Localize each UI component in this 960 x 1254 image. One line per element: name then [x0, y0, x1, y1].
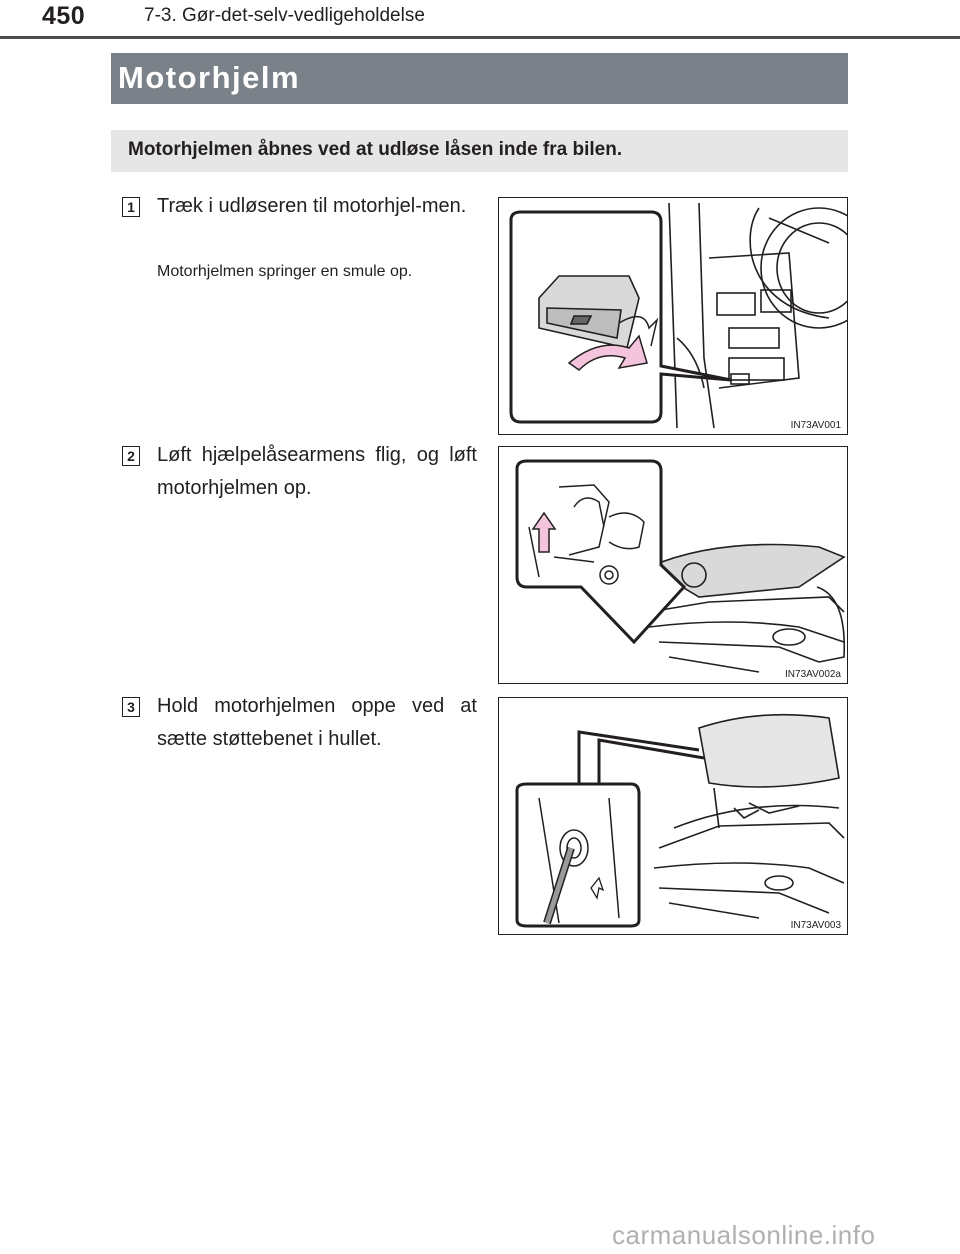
step-number-1: 1: [122, 197, 140, 217]
step-3-text: Hold motorhjelmen oppe ved at sætte støttebenet i hullet.: [157, 695, 477, 750]
figure-hood-release: [498, 197, 848, 435]
figure-hood-prop: [498, 697, 848, 935]
step-2-text: Løft hjælpelåsearmens flig, og løft motorhjelmen op.: [157, 444, 477, 499]
figure-code-2: IN73AV002a: [785, 669, 841, 680]
step-number-3: 3: [122, 697, 140, 717]
step-number-2: 2: [122, 446, 140, 466]
hood-lever-illustration: [499, 447, 848, 684]
section-header: 7-3. Gør-det-selv-vedligeholdelse: [144, 5, 425, 26]
page-title: Motorhjelm: [118, 60, 301, 95]
hood-release-illustration: [499, 198, 848, 435]
hood-prop-illustration: [499, 698, 848, 935]
page-number: 450: [42, 2, 86, 30]
figure-code-1: IN73AV001: [790, 420, 841, 431]
intro-text: Motorhjelmen åbnes ved at udløse låsen inde fra bilen.: [128, 139, 623, 160]
step-1-text: Træk i udløseren til motorhjel-men.: [157, 195, 467, 217]
figure-hood-lever: [498, 446, 848, 684]
watermark: carmanualsonline.info: [612, 1220, 876, 1250]
header-rule: [0, 36, 960, 39]
step-1-note: Motorhjelmen springer en smule op.: [157, 263, 413, 280]
figure-code-3: IN73AV003: [790, 920, 841, 931]
